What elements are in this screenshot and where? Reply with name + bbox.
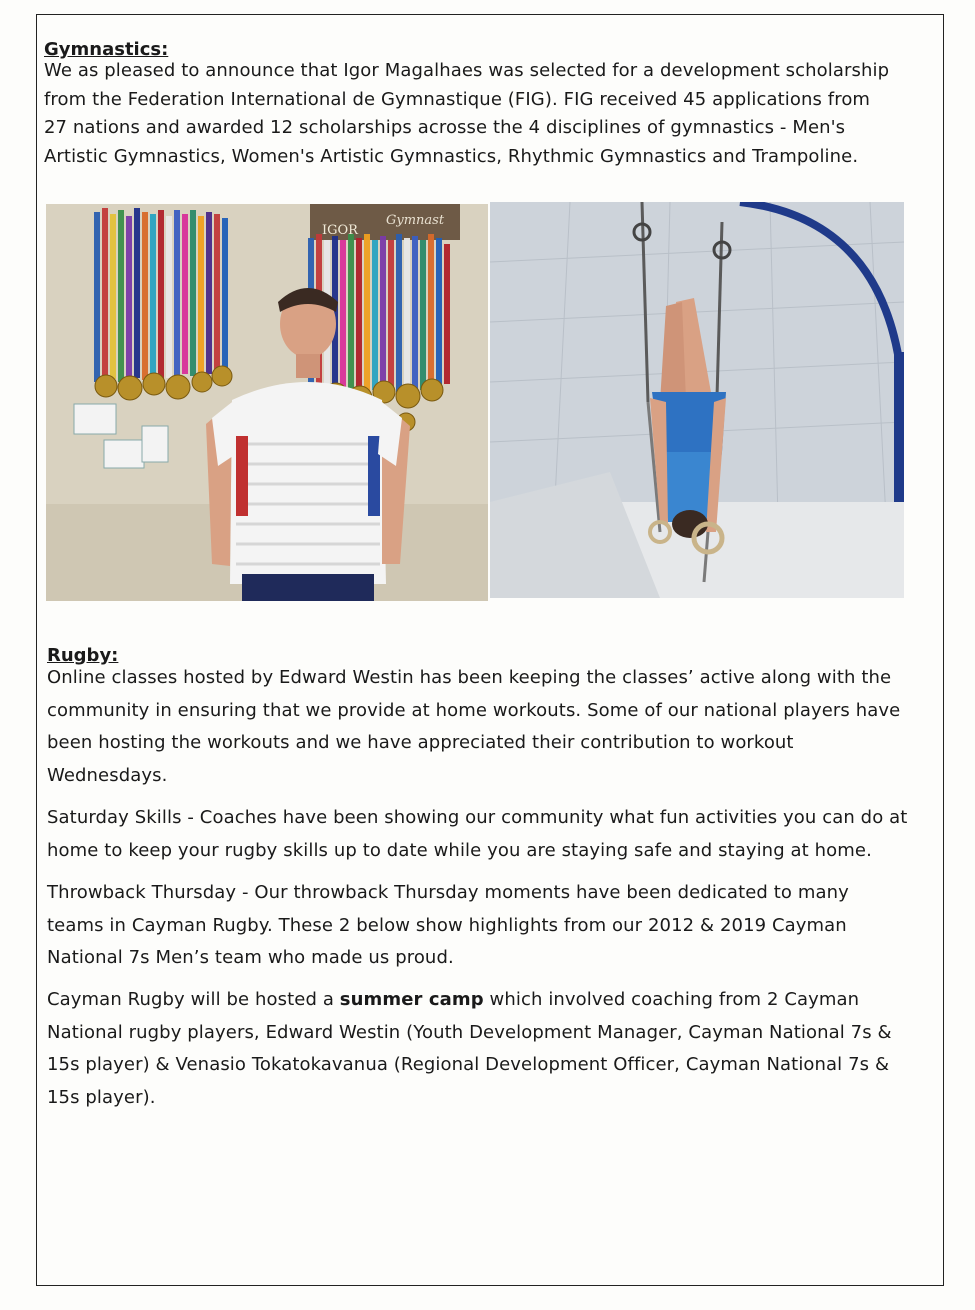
rugby-paragraph-summer-camp (47, 984, 892, 1114)
text-line: Saturday Skills - Coaches have been showing our community what fun activities you can do at (47, 807, 908, 828)
gymnastics-heading: Gymnastics: (44, 39, 169, 60)
text-line: Throwback Thursday - Our throwback Thursday moments have been dedicated to many (47, 882, 849, 903)
rugby-heading: Rugby: (47, 645, 119, 666)
text-line: community in ensuring that we provide at home workouts. Some of our national players have (47, 699, 901, 721)
sign-script-text: Gymnast (386, 213, 445, 228)
photo-gymnast-with-medals (46, 204, 488, 601)
text-line: We as pleased to announce that Igor Magalhaes was selected for a development scholarship (44, 60, 890, 81)
text-line: 15s player). (47, 1086, 156, 1108)
text-line: Artistic Gymnastics, Women's Artistic Gymnastics, Rhythmic Gymnastics and Trampoline. (44, 145, 859, 167)
summer-camp-emphasis: summer camp (339, 989, 484, 1010)
gymnastics-paragraph (44, 57, 889, 171)
rugby-paragraph-saturday-skills (47, 802, 907, 867)
text-line: 15s player) & Venasio Tokatokavanua (Regional Development Officer, Cayman National 7s & (47, 1054, 890, 1075)
text-line: 27 nations and awarded 12 scholarships acrosse the 4 disciplines of gymnastics - Men's (44, 117, 846, 138)
text-line: teams in Cayman Rugby. These 2 below show highlights from our 2012 & 2019 Cayman (47, 914, 847, 936)
photo-gymnast-on-rings (490, 202, 904, 598)
text-line: National rugby players, Edward Westin (Youth Development Manager, Cayman National 7s & (47, 1021, 892, 1043)
rugby-paragraph-online-classes (47, 662, 900, 792)
text-line (47, 984, 892, 1017)
text-line: Wednesdays. (47, 764, 168, 786)
text-line: National 7s Men’s team who made us proud. (47, 947, 454, 968)
text-line: been hosting the workouts and we have appreciated their contribution to workout (47, 732, 794, 753)
text-run: Cayman Rugby will be hosted a (47, 989, 340, 1010)
text-line: Online classes hosted by Edward Westin has been keeping the classes’ active along with the (47, 667, 892, 688)
sign-name-text: IGOR (322, 223, 358, 238)
text-line: from the Federation International de Gymnastique (FIG). FIG received 45 applications from (44, 88, 871, 110)
text-run: which involved coaching from 2 Cayman (483, 989, 860, 1010)
text-line: home to keep your rugby skills up to date while you are staying safe and staying at home. (47, 839, 872, 861)
rugby-paragraph-throwback-thursday (47, 877, 849, 975)
